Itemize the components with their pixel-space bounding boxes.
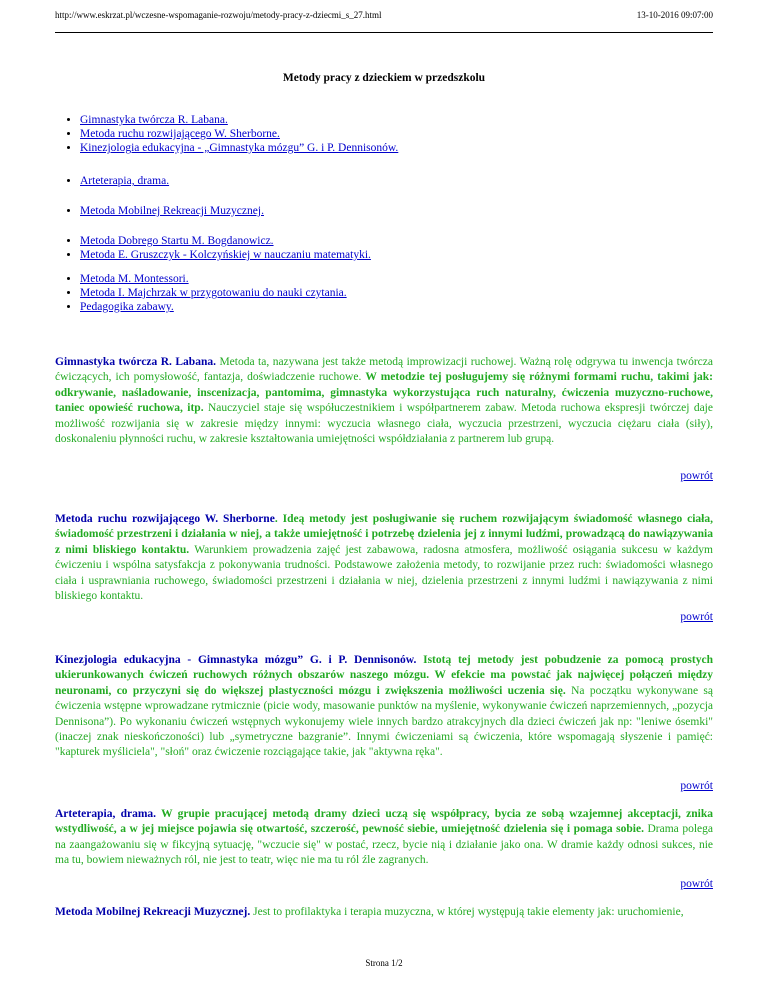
back-link-3 [680, 780, 713, 792]
header-url: http://www.eskrzat.pl/wczesne-wspomaganie-rozwoju/metody-pracy-z-dziecmi_s_27.html [55, 10, 382, 20]
back-link[interactable]: powrót [680, 780, 713, 792]
toc-link-arteterapia[interactable]: Arteterapia, drama. [80, 175, 170, 187]
section-sherborne [55, 512, 713, 604]
page-title: Metody pracy z dzieckiem w przedszkolu [282, 72, 486, 84]
toc-item [80, 204, 264, 218]
toc-link-sherborne[interactable]: Metoda ruchu rozwijającego W. Sherborne. [80, 128, 280, 140]
section-heading: Metoda Mobilnej Rekreacji Muzycznej. [55, 906, 251, 918]
toc-item [80, 234, 371, 248]
back-link-4 [680, 878, 713, 890]
section-heading: Kinezjologia edukacyjna - Gimnastyka mózgu” G. i P. Dennisonów. [55, 654, 417, 666]
toc-link-laban[interactable]: Gimnastyka twórcza R. Labana. [80, 114, 228, 126]
section-text: Metoda ta, nazywana jest także metodą improwizacji ruchowej. Ważną rolę odgrywa tu inwencja twórcza ćwiczących, ich pomysłowość, fantazja, doświadczenie ruchowe. [55, 356, 713, 384]
section-text: Jest to profilaktyka i terapia muzyczna, w której występują takie elementy jak: uruchomienie, [250, 906, 684, 918]
toc-link-pedagogika[interactable]: Pedagogika zabawy. [80, 301, 174, 313]
section-bold-text: Istotą tej metody jest pobudzenie za pomocą prostych ukierunkowanych ćwiczeń ruchowych różnych obszarów naszego mózgu. W efekcie ma powstać jak najwięcej połączeń między neuronami, co przyczyni się do większej plastyczności mózgu i zwiększenia możliwości uczenia się. [55, 654, 713, 697]
section-laban [55, 355, 713, 447]
section-heading: Arteterapia, drama. [55, 808, 157, 820]
toc-item [80, 174, 169, 188]
toc-group-4 [55, 234, 371, 262]
section-heading: Metoda ruchu rozwijającego W. Sherborne [55, 513, 275, 525]
toc-item [80, 113, 398, 127]
toc-item [80, 248, 371, 262]
toc-group-1 [55, 113, 398, 155]
toc-group-3 [55, 204, 264, 218]
toc-link-majchrzak[interactable]: Metoda I. Majchrzak w przygotowaniu do nauki czytania. [80, 287, 347, 299]
section-arteterapia [55, 807, 713, 869]
back-link-1 [680, 470, 713, 482]
back-link[interactable]: powrót [680, 611, 713, 623]
header-datetime: 13-10-2016 09:07:00 [636, 10, 713, 20]
section-bold-text: W grupie pracującej metodą dramy dzieci uczą się współpracy, bycia ze sobą wzajemnej akceptacji, znika wstydliwość, a w jej miejsce pojawia się otwartość, szczerość, pewność siebie, umiejętność dzielenia się i pomaga sobie. [55, 808, 713, 836]
page-footer: Strona 1/2 [365, 958, 403, 968]
toc-link-montessori[interactable]: Metoda M. Montessori. [80, 273, 189, 285]
toc-link-bogdanowicz[interactable]: Metoda Dobrego Startu M. Bogdanowicz. [80, 235, 274, 247]
back-link[interactable]: powrót [680, 470, 713, 482]
toc-link-gruszczyk[interactable]: Metoda E. Gruszczyk - Kolczyńskiej w nauczaniu matematyki. [80, 249, 371, 261]
section-dennison [55, 653, 713, 761]
back-link[interactable]: powrót [680, 878, 713, 890]
section-heading: Gimnastyka twórcza R. Labana. [55, 356, 216, 368]
header-divider [55, 32, 713, 33]
section-mobilna [55, 905, 713, 920]
toc-link-mobilna[interactable]: Metoda Mobilnej Rekreacji Muzycznej. [80, 205, 264, 217]
section-text: Drama polega na zaangażowaniu się w fikcyjną sytuację, "wczucie się" w postać, rzecz, bycie nią i działanie jako ona. W dramie każdy odnosi sukces, nie ma tu, bowiem nieważnych ról, nie jest to teatr, więc nie ma tu ról źle zagranych. [55, 823, 713, 867]
toc-group-2 [55, 174, 169, 188]
section-text: Warunkiem prowadzenia zajęć jest zabawowa, radosna atmosfera, możliwość osiągania sukcesu w każdym ćwiczeniu i wspólna satysfakcja z pokonywania trudności. Podstawowe założenia metody, to rozwijanie przez ruch: świadomości własnego ciała i usprawniania ruchowego, świadomości przestrzeni i działania w niej, dzielenia przestrzeni z innymi ludźmi i nawiązywania z nimi bliskiego kontaktu. [55, 543, 713, 603]
toc-item [80, 286, 347, 300]
section-text: Na początku wykonywane są ćwiczenia wstępne wprowadzane rytmicznie (picie wody, masowanie punktów na myślenie, wykonywanie ćwiczeń naprzemiennych, „pozycja Dennisona”). Po wykonaniu ćwiczeń wstępnych wykonujemy wiele innych bardzo atrakcyjnych dla dzieci ćwiczeń jak np: "leniwe ósemki" (inaczej znak nieskończoności) lub „symetryczne bazgranie”. Innymi ćwiczeniami są ćwiczenia, które wspomagają słyszenie i pamięć: "kapturek myśliciela", "słoń" oraz ćwiczenie rozciągające takie, jak "aktywna ręka". [55, 684, 713, 759]
toc-item [80, 300, 347, 314]
section-bold-text: . Ideą metody jest posługiwanie się ruchem rozwijającym świadomość własnego ciała, świadomość przestrzeni i działania w niej, a także umiejętność i potrzebę dzielenia jej z innymi ludźmi, prowadzącą do nawiązywania z nimi bliskiego kontaktu. [55, 513, 713, 556]
toc-item [80, 272, 347, 286]
section-bold-text: W metodzie tej posługujemy się różnymi formami ruchu, takimi jak: odkrywanie, naśladowanie, inscenizacja, pantomima, gimnastyka wykorzystująca ruch naturalny, ćwiczenia muzyczno-ruchowe, taniec opowieść ruchowa, itp. [55, 371, 713, 415]
print-header [55, 10, 713, 20]
section-text: Nauczyciel staje się współuczestnikiem i współpartnerem zabaw. Metoda ruchowa ekspresji twórczej daje możliwość rozwijania się w zakresie między innymi: wyczucia własnego ciała, wyczucia przestrzeni, wyczucia ciężaru ciała (siły), doskonaleniu płynności ruchu, w zakresie kształtowania umiejętności współdziałania z partnerem lub grupą. [55, 402, 713, 446]
toc-item [80, 141, 398, 155]
toc-link-dennison[interactable]: Kinezjologia edukacyjna - „Gimnastyka mózgu” G. i P. Dennisonów. [80, 142, 399, 154]
toc-group-5 [55, 272, 347, 314]
back-link-2 [680, 611, 713, 623]
toc-item [80, 127, 398, 141]
